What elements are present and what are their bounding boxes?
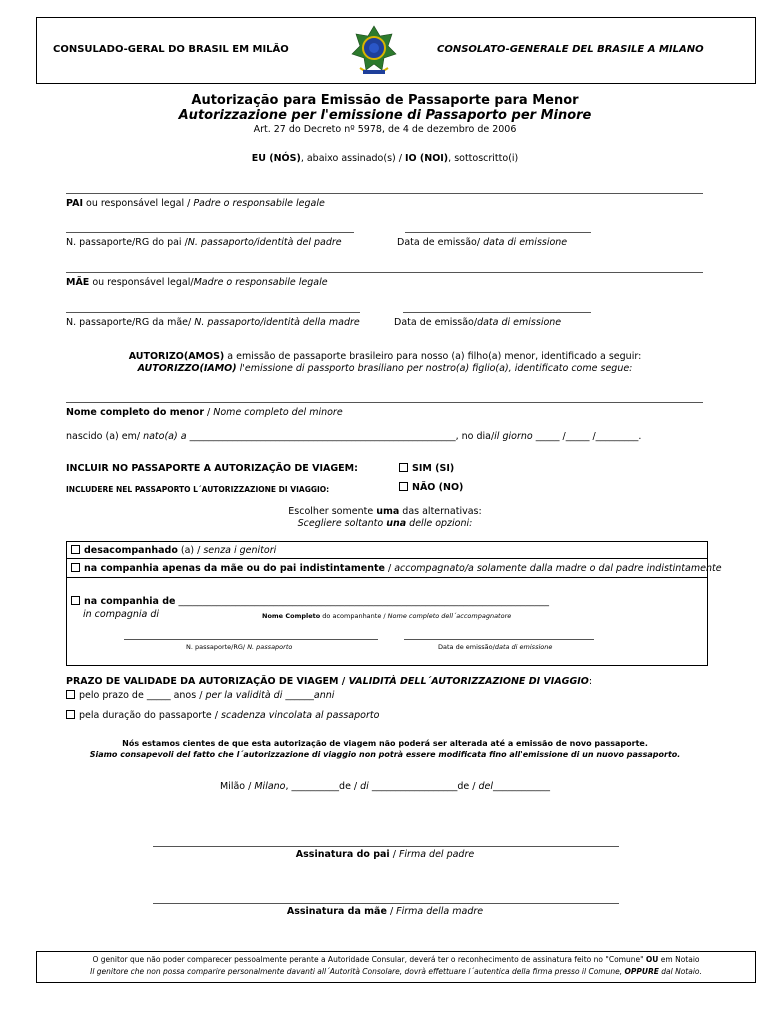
- companion-name-rest: do acompanhante /: [320, 612, 388, 620]
- choose-pt-c: das alternativas:: [399, 506, 482, 517]
- minor-born-line: ________________________________________________________, no dia/: [186, 431, 495, 442]
- minor-label: [66, 407, 343, 418]
- awareness-it: Siamo consapevoli del fatto che l´autorizzazione di viaggio non potrà essere modificata fino all'emissione di un nuovo passaporto.: [89, 750, 681, 759]
- coat-of-arms-icon: [350, 24, 398, 78]
- checkbox-icon[interactable]: [399, 482, 408, 491]
- companion-date-it: data di emissione: [494, 643, 553, 651]
- choose-it-a: Scegliere soltanto: [297, 518, 387, 529]
- header-left: CONSULADO-GERAL DO BRASIL EM MILÃO: [53, 44, 289, 55]
- minor-name-line[interactable]: [66, 402, 703, 403]
- option-unaccompanied-rest: (a) /: [177, 545, 204, 556]
- companion-date-pt: Data de emissão/: [438, 643, 495, 651]
- mother-label-it: Madre o responsabile legale: [193, 277, 328, 288]
- mother-signature-label: [0, 906, 770, 917]
- validity-passport-it: scadenza vincolata al passaporto: [221, 710, 380, 721]
- minor-label-sep: /: [204, 407, 214, 418]
- mother-name-line[interactable]: [66, 272, 703, 273]
- header-right: CONSOLATO-GENERALE DEL BRASILE A MILANO: [437, 44, 704, 55]
- footer-pt-b: OU: [645, 955, 659, 964]
- decree: Art. 27 do Decreto nº 5978, de 4 de dezembro de 2006: [253, 124, 517, 135]
- father-date-it: data di emissione: [483, 237, 568, 248]
- mother-doc-line[interactable]: [66, 312, 360, 313]
- validity-pt: PRAZO DE VALIDADE DA AUTORIZAÇÃO DE VIAGEM /: [66, 676, 349, 687]
- option-one-parent-bold: na companhia apenas da mãe ou do pai indistintamente: [84, 563, 385, 574]
- checkbox-icon[interactable]: [71, 563, 80, 572]
- mother-label-rest: ou responsável legal/: [89, 277, 194, 288]
- intro-eu: EU (NÓS): [251, 153, 301, 164]
- authorize-pt-rest: a emissão de passaporte brasileiro para nosso (a) filho(a) menor, identificado a seguir:: [224, 351, 642, 362]
- option-one-parent[interactable]: [71, 563, 722, 574]
- minor-born-pt: nascido (a) em/: [66, 431, 144, 442]
- travel-yes-option[interactable]: [399, 463, 454, 474]
- validity-option-years[interactable]: [66, 690, 334, 701]
- choose-it: [0, 518, 770, 529]
- father-doc-it: N. passaporto/identità del padre: [187, 237, 342, 248]
- validity-colon: :: [588, 676, 593, 687]
- companion-doc-pt: N. passaporte/RG/: [186, 643, 248, 651]
- option-companion-bold: na companhia de: [84, 596, 176, 607]
- mother-doc-pt: N. passaporte/RG da mãe/: [66, 317, 195, 328]
- father-label: [66, 198, 325, 209]
- travel-it: INCLUDERE NEL PASSAPORTO L´AUTORIZZAZIONE DI VIAGGIO:: [66, 485, 330, 494]
- travel-no-label: NÃO (NO): [412, 482, 464, 493]
- father-signature-it: Firma del padre: [398, 849, 475, 860]
- minor-day-it: il giorno: [494, 431, 533, 442]
- mother-label: [66, 277, 328, 288]
- checkbox-icon[interactable]: [66, 690, 75, 699]
- validity-years-pt: pelo prazo de _____ anos /: [79, 690, 206, 701]
- option-unaccompanied-bold: desacompanhado: [84, 545, 178, 556]
- title-it: Autorizzazione per l'emissione di Passaporto per Minore: [178, 108, 592, 123]
- mother-date-label: [394, 317, 561, 328]
- mother-signature-pt: Assinatura da mãe: [286, 906, 387, 917]
- companion-name-bold: Nome Completo: [262, 612, 321, 620]
- companion-date-caption: [438, 643, 552, 651]
- place-b: , __________de /: [285, 781, 361, 792]
- option-one-parent-it: accompagnato/a solamente dalla madre o dal padre indistintamente: [394, 563, 722, 574]
- intro-eu-rest: , abaixo assinado(s) /: [300, 153, 405, 164]
- authorize-it-rest: l'emissione di passporto brasiliano per nostro(a) figlio(a), identificato come segue:: [236, 363, 633, 374]
- authorize-pt: [0, 351, 770, 362]
- mother-doc-it: N. passaporto/identità della madre: [194, 317, 360, 328]
- option-unaccompanied[interactable]: [71, 545, 276, 556]
- minor-label-it: Nome completo del minore: [213, 407, 343, 418]
- mother-signature-sep: /: [386, 906, 397, 917]
- choose-pt-a: Escolher somente: [288, 506, 377, 517]
- options-divider-1: [66, 558, 707, 559]
- mother-signature-line[interactable]: [153, 903, 619, 904]
- title-pt: Autorização para Emissão de Passaporte para Menor: [191, 93, 579, 108]
- father-label-rest: ou responsável legal /: [82, 198, 194, 209]
- place-a: Milão /: [220, 781, 255, 792]
- footer-it-c: dal Notaio.: [658, 967, 702, 976]
- choose-it-b: una: [386, 518, 407, 529]
- footer-pt-a: O genitor que não poder comparecer pessoalmente perante a Autoridade Consular, deverá ter o reconhecimento de assinatura feito no "Comune": [92, 955, 646, 964]
- travel-pt: INCLUIR NO PASSAPORTE A AUTORIZAÇÃO DE VIAGEM:: [66, 463, 358, 474]
- mother-doc-label: [66, 317, 360, 328]
- validity-years-it: per la validità di ______anni: [205, 690, 335, 701]
- travel-yes-label: SIM (SI): [412, 463, 455, 474]
- father-signature-sep: /: [389, 849, 399, 860]
- option-unaccompanied-it: senza i genitori: [203, 545, 277, 556]
- choose-it-c: delle opzioni:: [406, 518, 473, 529]
- father-signature-line[interactable]: [153, 846, 619, 847]
- option-one-parent-sep: /: [384, 563, 395, 574]
- intro-io: IO (NOI): [404, 153, 449, 164]
- place-del: del: [478, 781, 493, 792]
- place-di: di: [360, 781, 369, 792]
- options-divider-2: [66, 577, 707, 578]
- place-c: __________________de /: [368, 781, 479, 792]
- intro: [0, 153, 770, 164]
- minor-date-line: _____ /_____ /_________.: [532, 431, 642, 442]
- minor-born-it: nato(a) a: [143, 431, 187, 442]
- checkbox-icon[interactable]: [71, 545, 80, 554]
- mother-signature-it: Firma della madre: [396, 906, 484, 917]
- companion-doc-caption: [186, 643, 292, 651]
- place-date[interactable]: [0, 781, 770, 792]
- companion-name-it: Nome completo dell´accompagnatore: [387, 612, 512, 620]
- mother-date-pt: Data de emissão/: [394, 317, 478, 328]
- option-companion[interactable]: [71, 596, 549, 607]
- choose-pt: [0, 506, 770, 517]
- checkbox-icon[interactable]: [66, 710, 75, 719]
- authorize-pt-bold: AUTORIZO(AMOS): [128, 351, 225, 362]
- option-companion-line: ______________________________________________________________________________: [175, 596, 550, 607]
- footer-it-b: OPPURE: [624, 967, 659, 976]
- companion-name-caption: [262, 612, 511, 620]
- intro-io-rest: , sottoscritto(i): [448, 153, 519, 164]
- travel-no-option[interactable]: [399, 482, 463, 493]
- choose-pt-b: uma: [376, 506, 400, 517]
- authorize-it-bold: AUTORIZZO(IAMO): [137, 363, 237, 374]
- checkbox-icon[interactable]: [71, 596, 80, 605]
- awareness-pt: Nós estamos cientes de que esta autorização de viagem não poderá ser alterada até a emissão de novo passaporte.: [122, 739, 648, 748]
- minor-born[interactable]: [66, 431, 641, 442]
- father-doc-label: [66, 237, 342, 248]
- validity-option-passport[interactable]: [66, 710, 379, 721]
- validity-passport-pt: pela duração do passaporte /: [79, 710, 222, 721]
- father-signature-pt: Assinatura do pai: [295, 849, 390, 860]
- father-label-it: Padre o responsabile legale: [193, 198, 325, 209]
- father-doc-line[interactable]: [66, 232, 354, 233]
- father-date-pt: Data de emissão/: [397, 237, 484, 248]
- companion-doc-line[interactable]: [124, 639, 378, 640]
- mother-label-bold: MÃE: [66, 277, 90, 288]
- footer-pt: [36, 955, 756, 964]
- father-doc-pt: N. passaporte/RG do pai /: [66, 237, 188, 248]
- place-it: Milano: [254, 781, 286, 792]
- father-date-line[interactable]: [405, 232, 591, 233]
- mother-date-line[interactable]: [403, 312, 591, 313]
- validity-title: [66, 676, 592, 687]
- authorize-it: [0, 363, 770, 374]
- checkbox-icon[interactable]: [399, 463, 408, 472]
- mother-date-it: data di emissione: [477, 317, 562, 328]
- father-label-bold: PAI: [66, 198, 83, 209]
- father-signature-label: [0, 849, 770, 860]
- footer-pt-c: em Notaio: [658, 955, 700, 964]
- footer-it-a: Il genitore che non possa comparire personalmente davanti all´Autorità Consolare, dovrà effettuare l´autentica della firma presso il Comune,: [90, 967, 625, 976]
- father-date-label: [397, 237, 567, 248]
- footer-it: [36, 967, 756, 976]
- place-d: ____________: [492, 781, 550, 792]
- companion-doc-it: N. passaporto: [247, 643, 293, 651]
- father-name-line[interactable]: [66, 193, 703, 194]
- companion-date-line[interactable]: [404, 639, 594, 640]
- validity-it: VALIDITÀ DELL´AUTORIZZAZIONE DI VIAGGIO: [348, 676, 589, 687]
- minor-label-bold: Nome completo do menor: [66, 407, 205, 418]
- option-companion-it: in compagnia di: [83, 609, 160, 620]
